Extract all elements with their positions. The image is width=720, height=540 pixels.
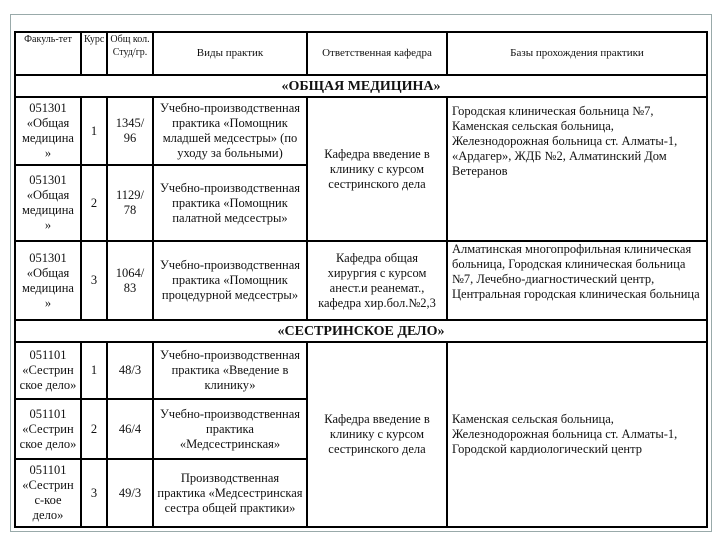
section-title: «СЕСТРИНСКОЕ ДЕЛО» xyxy=(15,320,707,342)
type-cell: Учебно-производственная практика «Помощник палатной медсестры» xyxy=(153,165,307,241)
table-row xyxy=(15,241,707,320)
header-count: Общ кол. Студ/гр. xyxy=(107,32,153,75)
course-cell: 3 xyxy=(81,459,107,527)
count-cell: 1064/ 83 xyxy=(107,241,153,320)
header-row xyxy=(15,32,707,75)
course-cell: 2 xyxy=(81,165,107,241)
count-cell: 46/4 xyxy=(107,399,153,459)
faculty-cell: 051301 «Общая медицина » xyxy=(15,165,81,241)
type-cell: Учебно-производственная практика «Помощник процедурной медсестры» xyxy=(153,241,307,320)
dept-cell: Кафедра введение в клинику с курсом сестринского дела xyxy=(307,342,447,527)
faculty-cell: 051101 «Сестрин с-кое дело» xyxy=(15,459,81,527)
type-cell: Учебно-производственная практика «Введение в клинику» xyxy=(153,342,307,399)
faculty-cell: 051101 «Сестрин ское дело» xyxy=(15,399,81,459)
header-faculty: Факуль-тет xyxy=(15,32,81,75)
count-cell: 49/3 xyxy=(107,459,153,527)
count-cell: 1129/ 78 xyxy=(107,165,153,241)
type-cell: Учебно-производственная практика «Медсестринская» xyxy=(153,399,307,459)
table-row xyxy=(15,97,707,165)
type-cell: Учебно-производственная практика «Помощник младшей медсестры» (по уходу за больными) xyxy=(153,97,307,165)
header-course: Курс xyxy=(81,32,107,75)
faculty-cell: 051301 «Общая медицина » xyxy=(15,241,81,320)
type-cell: Производственная практика «Медсестринская сестра общей практики» xyxy=(153,459,307,527)
course-cell: 1 xyxy=(81,97,107,165)
course-cell: 1 xyxy=(81,342,107,399)
course-cell: 2 xyxy=(81,399,107,459)
header-dept: Ответственная кафедра xyxy=(307,32,447,75)
header-bases: Базы прохождения практики xyxy=(447,32,707,75)
faculty-cell: 051301 «Общая медицина » xyxy=(15,97,81,165)
bases-cell: Каменская сельская больница, Железнодорожная больница ст. Алматы-1, Городской кардиологический центр xyxy=(447,342,707,527)
course-cell: 3 xyxy=(81,241,107,320)
bases-cell: Городская клиническая больница №7, Каменская сельская больница, Железнодорожная больница ст. Алматы-1, «Ардагер», ЖДБ №2, Алматинский Дом Ветеранов xyxy=(447,97,707,241)
dept-cell: Кафедра введение в клинику с курсом сестринского дела xyxy=(307,97,447,241)
bases-cell: Алматинская многопрофильная клиническая больница, Городская клиническая больница №7, Лечебно-диагностический центр, Центральная городская клиническая больница xyxy=(447,241,707,320)
count-cell: 48/3 xyxy=(107,342,153,399)
table-row xyxy=(15,342,707,399)
count-cell: 1345/ 96 xyxy=(107,97,153,165)
faculty-cell: 051101 «Сестрин ское дело» xyxy=(15,342,81,399)
header-types: Виды практик xyxy=(153,32,307,75)
section-title: «ОБЩАЯ МЕДИЦИНА» xyxy=(15,75,707,97)
dept-cell: Кафедра общая хирургия с курсом анест.и реанемат., кафедра хир.бол.№2,3 xyxy=(307,241,447,320)
practice-table xyxy=(14,31,708,528)
